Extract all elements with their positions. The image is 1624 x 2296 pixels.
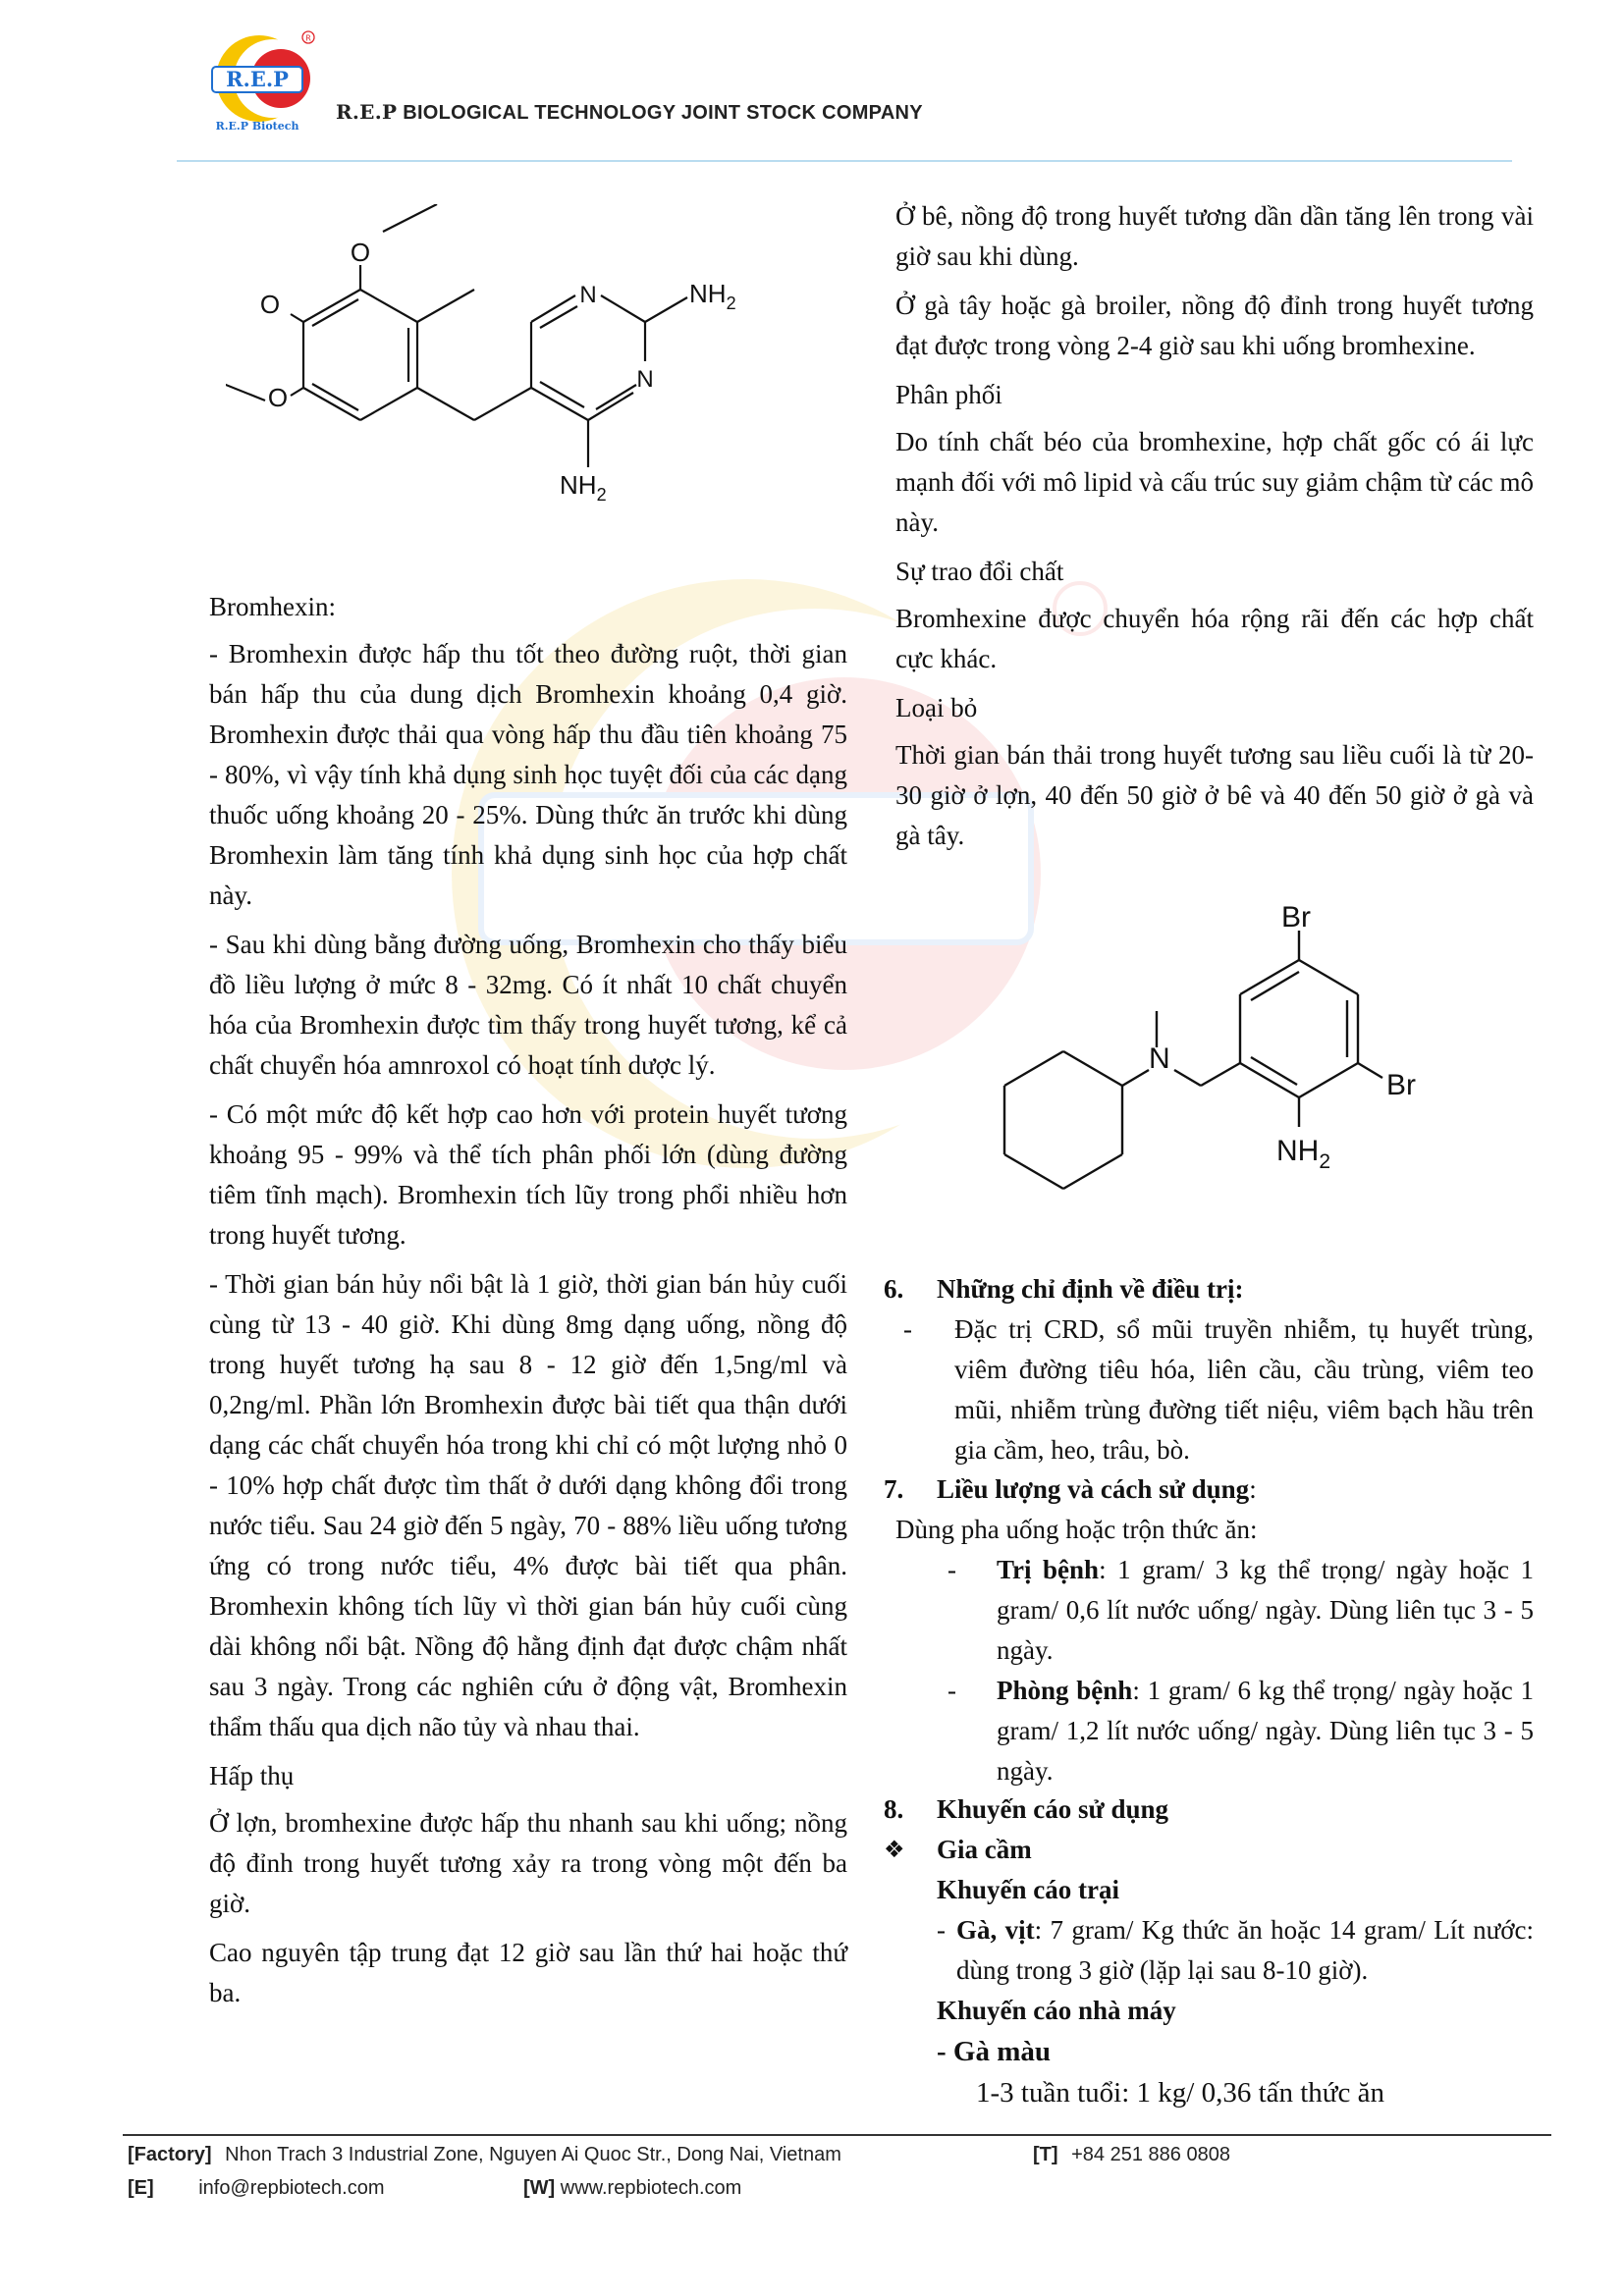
atom-nitrogen: N [1149,1042,1170,1075]
email-label: [E] [128,2177,154,2199]
footer-divider [123,2134,1551,2136]
section-8-title: Khuyến cáo sử dụng [937,1794,1169,1824]
paragraph-metabolism: Bromhexine được chuyển hóa rộng rãi đến các hợp chất cực khác. [895,604,1534,673]
company-logo [196,27,322,143]
structure-bonds [226,204,687,467]
bromhexin-title: Bromhexin: [209,592,336,621]
farm-text: : 7 gram/ Kg thức ăn hoặc 14 gram/ Lít nước: dùng trong 3 giờ (lặp lại sau 8-10 giờ). [956,1915,1534,1985]
paragraph-absorption-overview: - Bromhexin được hấp thu tốt theo đường ruột, thời gian bán hấp thu của dung dịch Bromhexin khoảng 0,4 giờ. Bromhexin được thải qua vòng hấp thu đầu tiên khoảng 75 - 80%, vì vậy tính khả dụng sinh học tuyệt đối của các dạng thuốc uống khoảng 20 - 25%. Dùng thức ăn trước khi dùng Bromhexin làm tăng tính khả dụng sinh học của hợp chất này. [209,639,847,910]
website-label: [W] [523,2177,556,2199]
footer-website [523,2177,741,2200]
paragraph-pigs: Ở lợn, bromhexine được hấp thu nhanh sau khi uống; nồng độ đỉnh trong huyết tương xảy ra trong vòng một đến ba giờ. [209,1808,847,1918]
factory-recommendation-title: Khuyến cáo nhà máy [937,1996,1176,2025]
section-7-intro: Dùng pha uống hoặc trộn thức ăn: [895,1515,1258,1544]
section-8-number: 8. [884,1794,904,1824]
section-6-title: Những chỉ định về điều trị: [937,1274,1244,1304]
footer-factory [128,2144,841,2166]
farm-dosage [956,1910,1534,1991]
svg-text:R: R [305,33,311,43]
paragraph-plateau: Cao nguyên tập trung đạt 12 giờ sau lần thứ hai hoặc thứ ba. [209,1938,847,2007]
paragraph-calves: Ở bê, nồng độ trong huyết tương dần dần tăng lên trong vài giờ sau khi dùng. [895,201,1534,271]
heading-distribution: Phân phối [895,380,1002,409]
svg-text:R.E.P Biotech: R.E.P Biotech [215,120,299,133]
prevention-text: : 1 gram/ 6 kg thể trọng/ ngày hoặc 1 gram/ 1,2 lít nước uống/ ngày. Dùng liên tục 3 - 5 ngày. [997,1676,1534,1786]
company-name [336,100,923,125]
atom-oxygen-top: O [350,238,371,267]
section-6-header [884,1269,1542,1309]
atom-amine: $NH_2$ [1276,1135,1331,1173]
factory-label: [Factory] [128,2144,212,2165]
left-column [209,587,847,2022]
heading-absorption: Hấp thụ [209,1761,295,1790]
farm-label: Gà, vịt [956,1915,1035,1945]
paragraph-protein-binding: - Có một mức độ kết hợp cao hơn với protein huyết tương khoảng 95 - 99% và thể tích phân phối lớn (dùng đường tiêm tĩnh mạch). Bromhexin tích lũy trong phổi nhiều hơn trong huyết tương. [209,1099,847,1250]
paragraph-oral-dosing: - Sau khi dùng bằng đường uống, Bromhexin cho thấy biểu đồ liều lượng ở mức 8 - 32mg. Có ít nhất 10 chất chuyển hóa của Bromhexin được tìm thấy trong huyết tương, kể cả chất chuyển hóa amnroxol có hoạt tính dược lý. [209,930,847,1080]
section-7-title-wrap [937,1469,1257,1510]
atom-amine-bottom: $NH_2$ [560,470,607,505]
svg-text:R.E.P: R.E.P [226,67,289,91]
paragraph-turkey-broiler: Ở gà tây hoặc gà broiler, nồng độ đỉnh trong huyết tương đạt được trong vòng 2-4 giờ sau khi uống bromhexine. [895,291,1534,360]
prevention-dash: - [947,1676,956,1705]
atom-bromine-right: Br [1386,1069,1416,1101]
atom-nitrogen-ring-top: N [579,282,597,308]
diamond-bullet-icon: ❖ [884,1836,905,1863]
treatment-dosage [997,1550,1534,1671]
section-8-header [884,1789,1542,1830]
prevention-label: Phòng bệnh [997,1676,1133,1705]
phone-number: +84 251 886 0808 [1071,2144,1230,2165]
section-6-dash: - [903,1314,912,1344]
section-6-number: 6. [884,1274,904,1304]
email-link[interactable]: info@repbiotech.com [198,2177,385,2199]
treatment-dash: - [947,1555,956,1584]
paragraph-distribution: Do tính chất béo của bromhexine, hợp chất gốc có ái lực mạnh đối với mô lipid và cấu trúc suy giảm chậm từ các mô này. [895,427,1534,537]
poultry-header [884,1830,1542,1870]
company-prefix: R.E.P [336,100,398,124]
atom-amine-right: $NH_2$ [689,279,736,313]
atom-oxygen-middle: O [259,290,281,319]
atom-bromine-top: Br [1281,903,1311,934]
footer-phone [1033,2144,1230,2166]
colored-chicken-item: - Gà màu [937,2036,1051,2067]
logo-emblem [196,27,322,143]
section-6-indications: Đặc trị CRD, sổ mũi truyền nhiễm, tụ huyết trùng, viêm đường tiêu hóa, liên cầu, cầu trùng, viêm teo mũi, nhiễm trùng đường tiết niệu, viêm bạch hầu trên gia cầm, heo, trâu, bò. [954,1314,1534,1465]
company-title: BIOLOGICAL TECHNOLOGY JOINT STOCK COMPANY [403,102,923,124]
header-divider [177,160,1512,162]
treatment-text: : 1 gram/ 3 kg thể trọng/ ngày hoặc 1 gram/ 0,6 lít nước uống/ ngày. Dùng liên tục 3 - 5 ngày. [997,1555,1534,1665]
farm-recommendation-title: Khuyến cáo trại [937,1875,1119,1904]
paragraph-half-life: - Thời gian bán hủy nổi bật là 1 giờ, thời gian bán hủy cuối cùng từ 13 - 40 giờ. Khi dùng 8mg dạng uống, nồng độ trong huyết tương hạ sau 8 - 12 giờ đến 1,5ng/ml và 0,2ng/ml. Phần lớn Bromhexin được bài tiết qua thận dưới dạng các chất chuyển hóa trong khi chỉ có một lượng nhỏ 0 - 10% hợp chất được tìm thất ở dưới dạng không đổi trong nước tiểu. Sau 24 giờ đến 5 ngày, 70 - 88% liều uống tương ứng có trong nước tiểu, 4% được bài tiết qua phân. Bromhexin không tích lũy vì thời gian bán hủy cuối cùng dài không nổi bật. Nồng độ hằng định đạt được chậm nhất sau 3 ngày. Trong các nghiên cứu ở động vật, Bromhexin thẩm thấu qua dịch não tủy và nhau thai. [209,1269,847,1741]
prevention-dosage [997,1671,1534,1791]
section-7-colon: : [1249,1474,1257,1504]
website-link[interactable]: www.repbiotech.com [560,2177,742,2199]
paragraph-elimination: Thời gian bán thải trong huyết tương sau liều cuối là từ 20-30 giờ ở lợn, 40 đến 50 giờ ở bê và 40 đến 50 giờ ở gà và gà tây. [895,740,1534,850]
heading-elimination: Loại bỏ [895,693,978,722]
factory-address: Nhon Trach 3 Industrial Zone, Nguyen Ai Quoc Str., Dong Nai, Vietnam [225,2144,841,2165]
footer-email [128,2177,385,2200]
treatment-label: Trị bệnh [997,1555,1100,1584]
poultry-title: Gia cầm [937,1835,1032,1864]
right-column [895,196,1534,865]
bromhexine-structure [982,903,1453,1198]
atom-oxygen-bottom: O [267,383,289,412]
age-dosage-line: 1-3 tuần tuổi: 1 kg/ 0,36 tấn thức ăn [976,2077,1385,2109]
heading-metabolism: Sự trao đổi chất [895,557,1064,586]
trimethoprim-structure [226,204,854,567]
section-7-number: 7. [884,1474,904,1504]
section-7-title: Liều lượng và cách sử dụng [937,1474,1250,1504]
phone-label: [T] [1033,2144,1058,2165]
section-7-header [884,1469,1542,1510]
atom-nitrogen-ring-right: N [636,366,654,393]
farm-dash: - [937,1915,946,1945]
